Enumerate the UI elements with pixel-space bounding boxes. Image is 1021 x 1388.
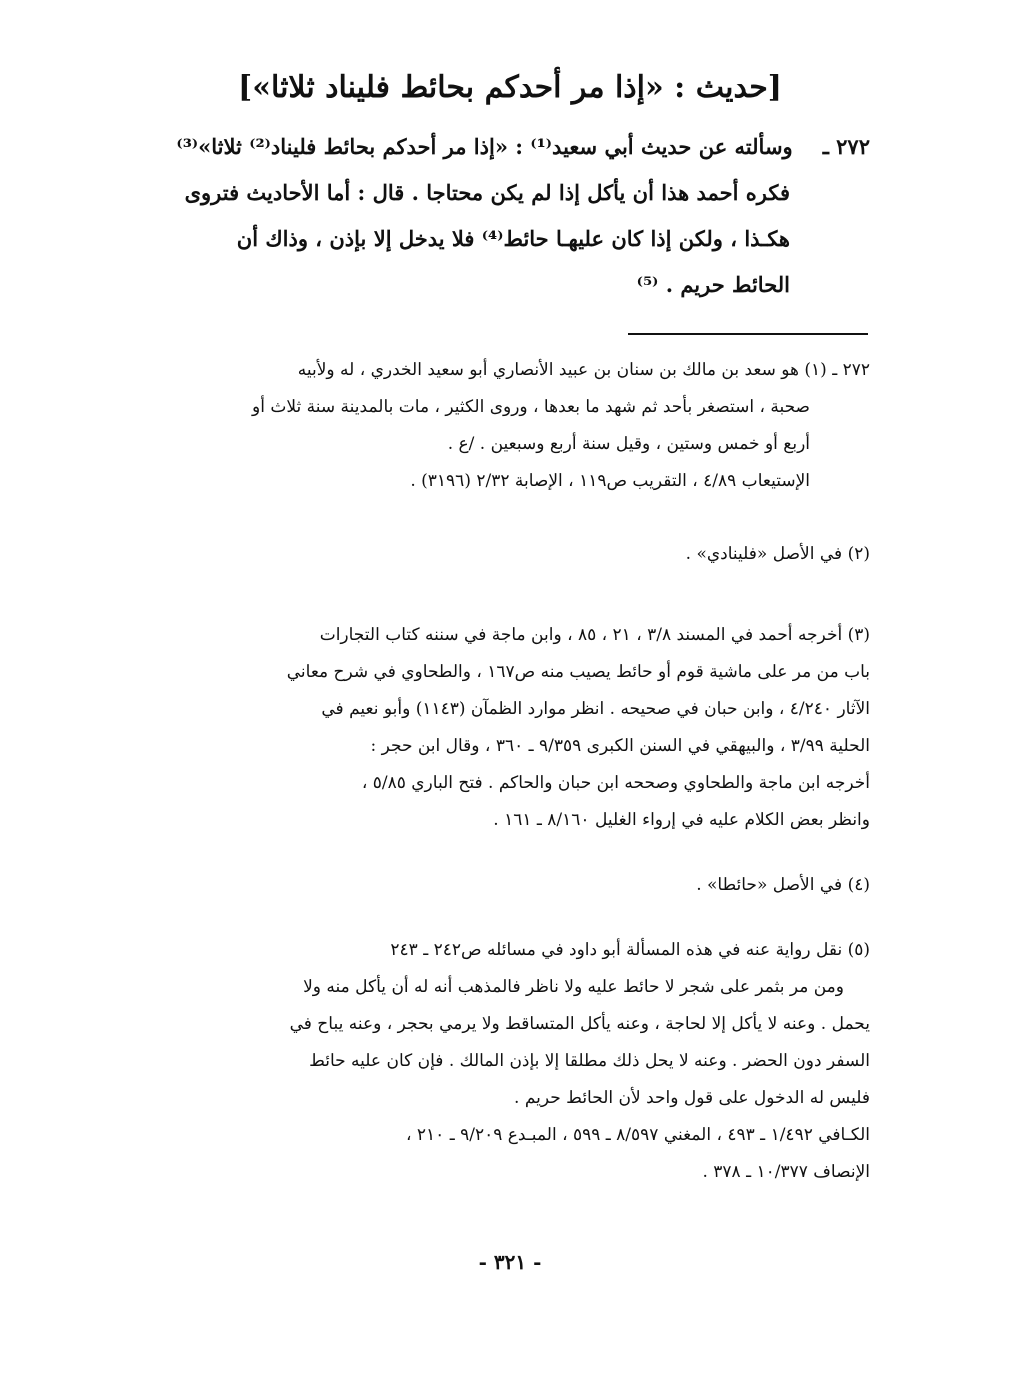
footnote-1-line: الإستيعاب ٤/٨٩ ، التقريب ص١١٩ ، الإصابة ٢/٣٢ (٣١٩٦) . [410,471,810,491]
entry-line: فكره أحمد هذا أن يأكل إذا لم يكن محتاجا . قال : أما الأحاديث فتروى [184,180,790,205]
footnote-5-line: السفر دون الحضر . وعنه لا يحل ذلك مطلقا إلا بإذن المالك . فإن كان عليه حائط [309,1051,870,1071]
footnote-3-line: أخرجه ابن ماجة والطحاوي وصححه ابن حبان والحاكم . فتح الباري ٥/٨٥ ، [361,773,870,793]
entry-line: الحائط حريم . ⁽⁵⁾ [636,272,790,297]
footnote-3-line: وانظر بعض الكلام عليه في إرواء الغليل ٨/١٦٠ ـ ١٦١ . [493,810,870,830]
main-entry [150,124,870,308]
footnote-1-line: ٢٧٢ ـ (١) هو سعد بن مالك بن سنان بن عبيد الأنصاري أبو سعيد الخدري ، له ولأبيه [297,360,870,380]
footnote-3-line: الحلية ٣/٩٩ ، والبيهقي في السنن الكبرى ٩/٣٥٩ ـ ٣٦٠ ، وقال ابن حجر : [370,736,870,756]
footnote-5-line: (٥) نقل رواية عنه في هذه المسألة أبو داود في مسائله ص٢٤٢ ـ ٢٤٣ [390,940,870,960]
footnote-5-line: الكـافي ١/٤٩٢ ـ ٤٩٣ ، المغني ٨/٥٩٧ ـ ٥٩٩ ، المبـدع ٩/٢٠٩ ـ ٢١٠ ، [406,1125,870,1145]
footnote-5-line: الإنصاف ١٠/٣٧٧ ـ ٣٧٨ . [702,1162,870,1182]
entry-text: وسألته عن حديث أبي سعيد⁽¹⁾ : «إذا مر أحدكم بحائط فليناد⁽²⁾ ثلاثا»⁽³⁾ [176,134,793,159]
footnote-separator [628,333,868,335]
footnote-5-line: ومن مر بثمر على شجر لا حائط عليه ولا ناظر فالمذهب أنه له أن يأكل منه ولا [303,977,844,997]
entry-line [150,124,870,170]
footnote-4: (٤) في الأصل «حائطا» . [696,875,870,895]
footnote-5-line: يحمل . وعنه لا يأكل إلا لحاجة ، وعنه يأكل المتساقط ولا يرمي بحجر ، وعنه يباح في [289,1014,870,1034]
footnote-3-line: باب من مر على ماشية قوم أو حائط يصيب منه ص١٦٧ ، والطحاوي في شرح معاني [286,662,870,682]
footnote-3-line: الآثار ٤/٢٤٠ ، وابن حبان في صحيحه . انظر موارد الظمآن (١١٤٣) وأبو نعيم في [321,699,870,719]
footnotes [150,352,870,1191]
entry-number: ٢٧٢ ـ [822,134,870,159]
page-number: - ٣٢١ - [478,1250,542,1274]
footnote-1-line: أربع أو خمس وستين ، وقيل سنة أربع وسبعين . /ع . [447,434,810,454]
section-title: [حديث : «إذا مر أحدكم بحائط فليناد ثلاثا»] [238,70,782,105]
footnote-3-line: (٣) أخرجه أحمد في المسند ٣/٨ ، ٢١ ، ٨٥ ، وابن ماجة في سننه كتاب التجارات [319,625,870,645]
footnote-5-line: فليس له الدخول على قول واحد لأن الحائط حريم . [514,1088,870,1108]
footnote-1-line: صحبة ، استصغر بأحد ثم شهد ما بعدها ، وروى الكثير ، مات بالمدينة سنة ثلاث أو [252,397,810,417]
entry-line: هكـذا ، ولكن إذا كان عليهـا حائط⁽⁴⁾ فلا يدخل إلا بإذن ، وذاك أن [236,226,790,251]
footnote-2: (٢) في الأصل «فلينادي» . [685,544,870,564]
